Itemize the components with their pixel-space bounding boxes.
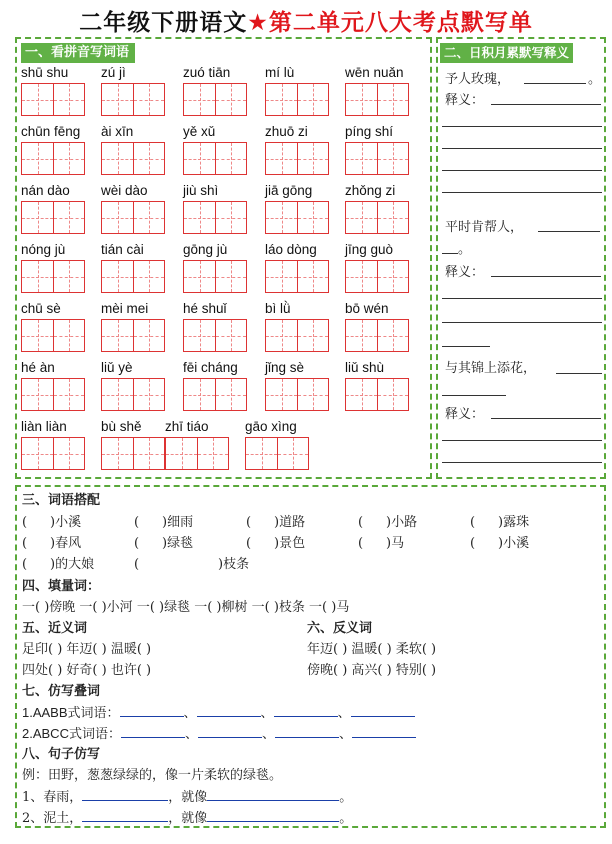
proverb-1-end: 。 [588, 72, 602, 87]
tian-grid-cell[interactable] [184, 379, 215, 410]
tian-grid-box [21, 142, 85, 175]
measure-word-heading: 四、填量词： [22, 579, 101, 594]
title-grade: 二年级下册语文 [79, 10, 248, 36]
proverb-2-blank[interactable] [538, 231, 600, 232]
pinyin-label: jīng guò [345, 242, 394, 257]
tian-grid-cell[interactable] [53, 438, 84, 469]
tian-grid-cell[interactable] [102, 261, 133, 292]
separator: 、 [339, 726, 353, 741]
tian-grid-box [183, 201, 247, 234]
tian-grid-cell[interactable] [53, 202, 84, 233]
aabb-label: 1.AABB式词语： [22, 705, 120, 720]
tian-grid-cell[interactable] [277, 438, 308, 469]
tian-grid-cell[interactable] [297, 84, 328, 115]
collocation-word[interactable]: )春风 [50, 536, 82, 551]
paren: ( [470, 536, 476, 551]
meaning-1-line[interactable] [442, 170, 602, 171]
tian-grid-cell[interactable] [377, 320, 408, 351]
tian-grid-box [345, 319, 409, 352]
antonym-row-1[interactable]: 年迈( ) 温暖( ) 柔软( ) [307, 642, 437, 657]
pinyin-label: tián cài [101, 242, 144, 257]
tian-grid-cell[interactable] [53, 320, 84, 351]
abcc-label: 2.ABCC式词语： [22, 726, 121, 741]
tian-grid-box [183, 260, 247, 293]
sentence-1-end: 。 [339, 790, 353, 805]
pinyin-label: fēi cháng [183, 360, 238, 375]
collocation-row-3 [22, 556, 249, 574]
aabb-blank[interactable] [120, 704, 184, 717]
collocation-word[interactable]: )景色 [274, 536, 306, 551]
meaning-3-line[interactable] [491, 418, 601, 419]
tian-grid-cell[interactable] [102, 202, 133, 233]
paren: ( [22, 515, 28, 530]
tian-grid-cell[interactable] [266, 84, 297, 115]
pinyin-label: bō wén [345, 301, 389, 316]
tian-grid-box [165, 437, 229, 470]
tian-grid-box [183, 378, 247, 411]
collocation-word[interactable]: )小溪 [50, 515, 82, 530]
pinyin-label: zuó tiān [183, 65, 231, 80]
collocation-word[interactable]: )绿毯 [162, 536, 194, 551]
pinyin-label: píng shí [345, 124, 394, 139]
star-icon: ★ [247, 10, 269, 36]
tian-grid-cell[interactable] [197, 438, 228, 469]
tian-grid-cell[interactable] [377, 84, 408, 115]
tian-grid-cell[interactable] [22, 84, 53, 115]
sentence-2-start: 2、泥土， [22, 811, 83, 826]
tian-grid-cell[interactable] [102, 379, 133, 410]
pinyin-label: chū sè [21, 301, 61, 316]
collocation-word[interactable]: )的大娘 [50, 557, 95, 572]
proverb-3-blank[interactable] [442, 395, 506, 396]
tian-grid-box [21, 437, 85, 470]
tian-grid-box [183, 142, 247, 175]
collocation-word[interactable]: )小路 [386, 515, 418, 530]
proverb-3-shiyi: 释义： [445, 407, 485, 422]
proverb-2-line: 平时肯帮人， [445, 220, 524, 235]
collocation-word[interactable]: )枝条 [218, 557, 250, 572]
reduplication-heading: 七、仿写叠词 [22, 684, 101, 699]
tian-grid-cell[interactable] [53, 379, 84, 410]
sentence-2-blank-a[interactable] [82, 809, 168, 822]
pinyin-label: yě xǔ [183, 124, 216, 139]
paren: ( [246, 536, 252, 551]
pinyin-label: ài xīn [101, 124, 134, 139]
tian-grid-cell[interactable] [22, 320, 53, 351]
idiom-section [436, 37, 606, 479]
synonym-heading: 五、近义词 [22, 621, 88, 636]
antonym-row-2[interactable]: 傍晚( ) 高兴( ) 特别( ) [307, 663, 437, 678]
sentence-1 [22, 788, 352, 807]
pinyin-label: nán dào [21, 183, 70, 198]
tian-grid-cell[interactable] [53, 261, 84, 292]
pinyin-label: liǔ yè [101, 360, 133, 375]
tian-grid-cell[interactable] [102, 143, 133, 174]
sentence-1-blank-a[interactable] [82, 788, 168, 801]
sentence-2-blank-b[interactable] [207, 809, 339, 822]
tian-grid-cell[interactable] [215, 379, 246, 410]
pinyin-label: bù shě [101, 419, 142, 434]
paren: ( [22, 557, 28, 572]
abcc-blank[interactable] [198, 725, 262, 738]
separator: 、 [260, 705, 274, 720]
sentence-heading: 八、句子仿写 [22, 747, 101, 762]
collocation-heading: 三、词语搭配 [22, 493, 101, 508]
tian-grid-box [21, 201, 85, 234]
tian-grid-box [183, 83, 247, 116]
tian-grid-box [345, 142, 409, 175]
meaning-3-line[interactable] [442, 462, 602, 463]
aabb-blank[interactable] [274, 704, 338, 717]
tian-grid-box [101, 201, 165, 234]
abcc-blank[interactable] [352, 725, 416, 738]
page-title [0, 4, 612, 37]
tian-grid-cell[interactable] [266, 379, 297, 410]
proverb-1-blank[interactable] [524, 83, 586, 84]
pinyin-label: wèi dào [101, 183, 148, 198]
sentence-1-blank-b[interactable] [207, 788, 339, 801]
tian-grid-cell[interactable] [22, 379, 53, 410]
tian-grid-cell[interactable] [266, 261, 297, 292]
meaning-3-line[interactable] [442, 440, 602, 441]
collocation-word[interactable]: )道路 [274, 515, 306, 530]
tian-grid-box [101, 319, 165, 352]
tian-grid-cell[interactable] [22, 202, 53, 233]
proverb-3-blank[interactable] [556, 373, 602, 374]
separator: 、 [337, 705, 351, 720]
pinyin-label: bì lǜ [265, 301, 291, 316]
tian-grid-cell[interactable] [297, 261, 328, 292]
tian-grid-box [345, 260, 409, 293]
collocation-word[interactable]: )马 [386, 536, 405, 551]
synonym-row-2[interactable]: 四处( ) 好奇( ) 也许( ) [22, 663, 152, 678]
tian-grid-cell[interactable] [102, 320, 133, 351]
tian-grid-cell[interactable] [266, 143, 297, 174]
paren: ( [358, 536, 364, 551]
tian-grid-cell[interactable] [102, 438, 133, 469]
tian-grid-cell[interactable] [377, 202, 408, 233]
proverb-1-shiyi: 释义： [445, 93, 485, 108]
tian-grid-cell[interactable] [184, 143, 215, 174]
tian-grid-cell[interactable] [215, 320, 246, 351]
tian-grid-cell[interactable] [215, 84, 246, 115]
tian-grid-cell[interactable] [266, 320, 297, 351]
meaning-2-line[interactable] [491, 276, 601, 277]
paren: ( [470, 515, 476, 530]
tian-grid-cell[interactable] [297, 143, 328, 174]
aabb-blank[interactable] [351, 704, 415, 717]
tian-grid-cell[interactable] [346, 143, 377, 174]
pinyin-label: hé shuǐ [183, 301, 227, 316]
tian-grid-cell[interactable] [184, 261, 215, 292]
tian-grid-box [21, 83, 85, 116]
pinyin-label: zhuō zi [265, 124, 308, 139]
tian-grid-box [265, 260, 329, 293]
tian-grid-box [21, 378, 85, 411]
pinyin-section [15, 37, 432, 479]
tian-grid-box [101, 142, 165, 175]
sentence-2 [22, 809, 352, 828]
tian-grid-cell[interactable] [53, 143, 84, 174]
tian-grid-cell[interactable] [102, 84, 133, 115]
tian-grid-box [245, 437, 309, 470]
tian-grid-box [101, 378, 165, 411]
tian-grid-cell[interactable] [184, 202, 215, 233]
tian-grid-box [265, 142, 329, 175]
proverb-2-end: 。 [458, 242, 472, 257]
proverb-1-line: 予人玫瑰， [445, 72, 511, 87]
abcc-blank[interactable] [275, 725, 339, 738]
collocation-word[interactable]: )露珠 [498, 515, 530, 530]
collocation-word[interactable]: )细雨 [162, 515, 194, 530]
sentence-2-mid: ，就像 [168, 811, 208, 826]
sentence-1-mid: ，就像 [168, 790, 208, 805]
proverb-3-line: 与其锦上添花， [445, 361, 537, 376]
pinyin-section-heading: 一、看拼音写词语 [21, 43, 135, 63]
tian-grid-cell[interactable] [346, 320, 377, 351]
proverb-2-shiyi: 释义： [445, 265, 485, 280]
tian-grid-cell[interactable] [377, 143, 408, 174]
separator: 、 [261, 726, 275, 741]
tian-grid-box [101, 437, 165, 470]
tian-grid-cell[interactable] [22, 143, 53, 174]
separator: 、 [184, 726, 198, 741]
tian-grid-box [21, 319, 85, 352]
sentence-1-start: 1、春雨， [22, 790, 83, 805]
measure-word-line[interactable]: 一( )傍晚 一( )小河 一( )绿毯 一( )柳树 一( )枝条 一( )马 [22, 600, 350, 615]
tian-grid-cell[interactable] [133, 438, 164, 469]
tian-grid-box [101, 260, 165, 293]
tian-grid-box [265, 83, 329, 116]
tian-grid-cell[interactable] [215, 202, 246, 233]
pinyin-label: mèi mei [101, 301, 149, 316]
paren: ( [134, 515, 140, 530]
tian-grid-box [345, 378, 409, 411]
aabb-line [22, 704, 415, 722]
pinyin-label: jiù shì [183, 183, 219, 198]
paren: ( [134, 536, 140, 551]
paren: ( [134, 557, 140, 572]
collocation-row-2 [22, 535, 529, 553]
tian-grid-cell[interactable] [133, 202, 164, 233]
tian-grid-cell[interactable] [266, 202, 297, 233]
pinyin-label: hé àn [21, 360, 55, 375]
separator: 、 [183, 705, 197, 720]
pinyin-label: chūn fēng [21, 124, 81, 139]
sentence-example: 例：田野，葱葱绿绿的，像一片柔软的绿毯。 [22, 768, 283, 783]
tian-grid-cell[interactable] [215, 143, 246, 174]
pinyin-label: jǐng sè [265, 360, 305, 375]
tian-grid-box [345, 201, 409, 234]
tian-grid-cell[interactable] [133, 379, 164, 410]
tian-grid-cell[interactable] [346, 84, 377, 115]
sentence-2-end: 。 [339, 811, 353, 826]
paren: ( [22, 536, 28, 551]
tian-grid-cell[interactable] [297, 379, 328, 410]
tian-grid-box [101, 83, 165, 116]
tian-grid-cell[interactable] [246, 438, 277, 469]
tian-grid-cell[interactable] [133, 320, 164, 351]
meaning-1-line[interactable] [442, 148, 602, 149]
pinyin-label: shū shu [21, 65, 69, 80]
pinyin-label: nóng jù [21, 242, 66, 257]
tian-grid-box [345, 83, 409, 116]
proverb-2-blank[interactable] [442, 253, 458, 254]
antonym-heading: 六、反义词 [307, 621, 373, 636]
meaning-1-line[interactable] [442, 192, 602, 193]
idiom-section-heading: 二、日积月累默写释义 [440, 43, 573, 63]
tian-grid-cell[interactable] [22, 261, 53, 292]
tian-grid-cell[interactable] [184, 84, 215, 115]
tian-grid-cell[interactable] [297, 320, 328, 351]
pinyin-label: gōng jù [183, 242, 228, 257]
pinyin-label: zhī tiáo [165, 419, 209, 434]
pinyin-label: liàn liàn [21, 419, 67, 434]
tian-grid-cell[interactable] [53, 84, 84, 115]
tian-grid-cell[interactable] [346, 379, 377, 410]
meaning-2-line[interactable] [442, 298, 602, 299]
paren: ( [358, 515, 364, 530]
tian-grid-cell[interactable] [133, 84, 164, 115]
tian-grid-cell[interactable] [184, 320, 215, 351]
tian-grid-cell[interactable] [346, 261, 377, 292]
tian-grid-cell[interactable] [297, 202, 328, 233]
tian-grid-box [183, 319, 247, 352]
abcc-blank[interactable] [121, 725, 185, 738]
tian-grid-cell[interactable] [133, 143, 164, 174]
tian-grid-box [21, 260, 85, 293]
pinyin-label: wēn nuǎn [345, 65, 404, 80]
meaning-2-line[interactable] [442, 346, 490, 347]
pinyin-label: mí lù [265, 65, 295, 80]
pinyin-label: láo dòng [265, 242, 317, 257]
meaning-2-line[interactable] [442, 322, 602, 323]
tian-grid-box [265, 378, 329, 411]
title-unit: 第二单元八大考点默写单 [268, 9, 533, 36]
pinyin-label: zú jì [101, 65, 126, 80]
paren: ( [246, 515, 252, 530]
abcc-line [22, 725, 416, 743]
pinyin-label: zhǒng zi [345, 183, 396, 198]
tian-grid-cell[interactable] [215, 261, 246, 292]
pinyin-label: gāo xìng [245, 419, 297, 434]
tian-grid-cell[interactable] [22, 438, 53, 469]
collocation-row-1 [22, 514, 529, 532]
tian-grid-box [265, 201, 329, 234]
collocation-word[interactable]: )小溪 [498, 536, 530, 551]
pinyin-label: jiā gōng [265, 183, 313, 198]
meaning-1-line[interactable] [442, 126, 602, 127]
aabb-blank[interactable] [197, 704, 261, 717]
pinyin-label: liǔ shù [345, 360, 385, 375]
tian-grid-cell[interactable] [346, 202, 377, 233]
tian-grid-cell[interactable] [377, 379, 408, 410]
tian-grid-box [265, 319, 329, 352]
tian-grid-cell[interactable] [377, 261, 408, 292]
tian-grid-cell[interactable] [133, 261, 164, 292]
meaning-1-line[interactable] [491, 104, 601, 105]
tian-grid-cell[interactable] [166, 438, 197, 469]
synonym-row-1[interactable]: 足印( ) 年迈( ) 温暖( ) [22, 642, 152, 657]
